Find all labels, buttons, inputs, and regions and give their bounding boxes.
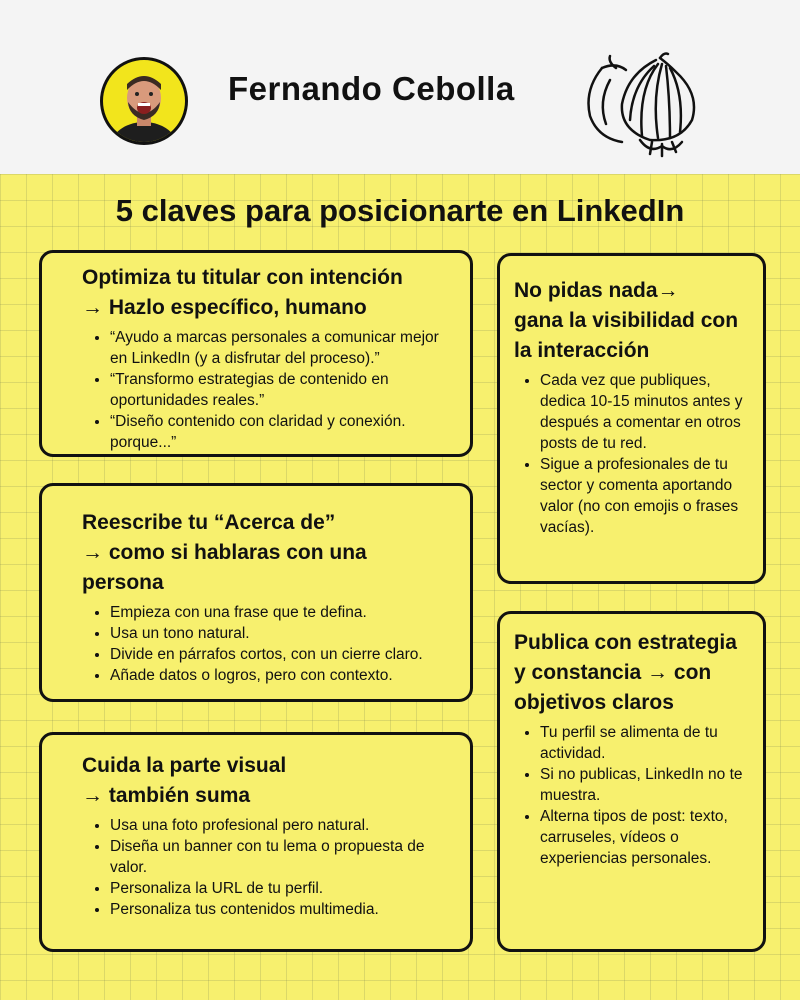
list-item: • Usa una foto profesional pero natural.	[110, 815, 450, 836]
list-item: • Cada vez que publiques, dedica 10-15 minutos antes y después a comentar en otros posts de tu red.	[540, 370, 751, 454]
card-title-line: → también suma	[82, 784, 251, 807]
page-title: 5 claves para posicionarte en LinkedIn	[115, 193, 685, 228]
list-item: • “Ayudo a marcas personales a comunicar mejor en LinkedIn (y a disfrutar del proceso).”	[110, 327, 450, 369]
card-titular	[39, 250, 473, 457]
list-item: • Personaliza tus contenidos multimedia.	[110, 899, 450, 920]
card-title	[82, 263, 450, 323]
card-title	[82, 508, 450, 598]
card-title-line: → Hazlo específico, humano	[82, 296, 367, 319]
list-item: • Alterna tipos de post: texto, carruseles, vídeos o experiencias personales.	[540, 806, 751, 869]
list-item: • “Transformo estrategias de contenido en oportunidades reales.”	[110, 369, 450, 411]
bullet-list	[514, 722, 751, 869]
list-item: • Divide en párrafos cortos, con un cierre claro.	[110, 644, 450, 665]
card-title-line: Cuida la parte visual	[82, 754, 287, 777]
author-name: Fernando Cebolla	[228, 70, 515, 107]
list-item: • Usa un tono natural.	[110, 623, 450, 644]
card-publica	[497, 611, 766, 952]
card-title-line: Reescribe tu “Acerca de”	[82, 511, 336, 534]
list-item: • Tu perfil se alimenta de tu actividad.	[540, 722, 751, 764]
card-interaccion	[497, 253, 766, 584]
list-item: • Si no publicas, LinkedIn no te muestra.	[540, 764, 751, 806]
list-item: • Personaliza la URL de tu perfil.	[110, 878, 450, 899]
header-band	[0, 0, 800, 174]
card-acerca-de	[39, 483, 473, 702]
card-title	[514, 276, 751, 366]
list-item: • Añade datos o logros, pero con contexto.	[110, 665, 450, 686]
list-item: • “Diseño contenido con claridad y conexión. porque...”	[110, 411, 450, 453]
card-title-line: No pidas nada→	[514, 279, 679, 302]
bullet-list	[82, 602, 450, 686]
card-parte-visual	[39, 732, 473, 952]
avatar	[100, 57, 188, 145]
avatar-portrait-icon	[103, 60, 185, 142]
card-title-line: → como si hablaras con una persona	[82, 541, 367, 594]
card-title-line: Publica con estrategia y constancia → con objetivos claros	[514, 631, 737, 714]
list-item: • Diseña un banner con tu lema o propuesta de valor.	[110, 836, 450, 878]
bullet-list	[82, 327, 450, 453]
card-title-line: gana la visibilidad con la interacción	[514, 309, 739, 362]
bullet-list	[514, 370, 751, 538]
card-title	[514, 628, 751, 718]
list-item: • Empieza con una frase que te defina.	[110, 602, 450, 623]
card-title	[82, 751, 450, 811]
list-item: • Sigue a profesionales de tu sector y comenta aportando valor (no con emojis o frases vacías).	[540, 454, 751, 538]
onion-icon	[580, 50, 710, 160]
card-title-line: Optimiza tu titular con intención	[82, 266, 403, 289]
bullet-list	[82, 815, 450, 920]
